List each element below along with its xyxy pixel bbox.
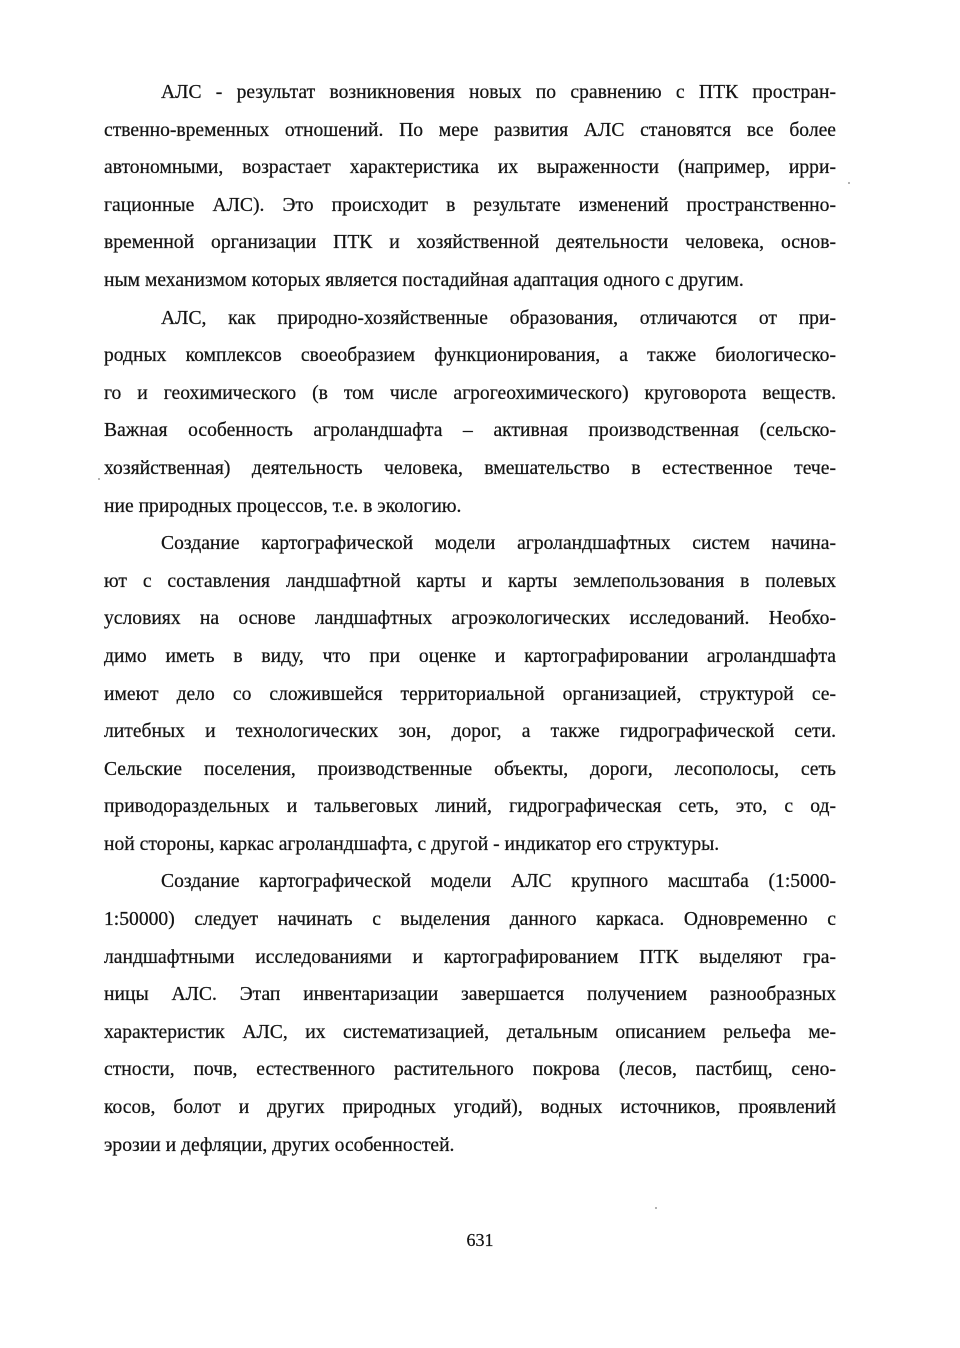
text-line: ной стороны, каркас агроландшафта, с другой - индикатор его структуры. <box>104 833 720 855</box>
text-line: Создание картографической модели агроландшафтных систем начина- <box>161 533 836 555</box>
text-line: ют с составления ландшафтной карты и карты землепользования в полевых <box>104 570 836 592</box>
text-line: АЛС - результат возникновения новых по сравнению с ПТК простран- <box>161 82 836 103</box>
text-line: Важная особенность агроландшафта – активная производственная (сельско- <box>104 420 836 442</box>
text-line: ландшафтными исследованиями и картографированием ПТК выделяют гра- <box>104 946 836 968</box>
text-line: условиях на основе ландшафтных агроэкологических исследований. Необхо- <box>104 608 836 630</box>
text-line: ницы АЛС. Этап инвентаризации завершается получением разнообразных <box>104 984 836 1006</box>
text-line: Создание картографической модели АЛС крупного масштаба (1:5000- <box>161 871 836 893</box>
text-line: косов, болот и других природных угодий), водных источников, проявлений <box>104 1097 836 1119</box>
scan-speck <box>98 478 100 480</box>
text-line: приводораздельных и тальвеговых линий, гидрографическая сеть, это, с од- <box>104 796 836 818</box>
text-line: ственно-временных отношений. По мере развития АЛС становятся все более <box>104 119 836 141</box>
text-line: АЛС, как природно-хозяйственные образования, отличаются от при- <box>161 307 836 329</box>
text-line: го и геохимического (в том числе агрогеохимического) круговорота веществ. <box>104 382 836 404</box>
text-line: эрозии и дефляции, других особенностей. <box>104 1134 455 1156</box>
text-line: характеристик АЛС, их систематизацией, детальным описанием рельефа ме- <box>104 1021 836 1043</box>
paragraph-3 <box>104 525 836 863</box>
text-line: литебных и технологических зон, дорог, а также гидрографической сети. <box>104 721 836 743</box>
text-line: автономными, возрастает характеристика их выраженности (например, ирри- <box>104 157 836 179</box>
text-line: родных комплексов своеобразием функционирования, а также биологическо- <box>104 345 836 367</box>
text-line: имеют дело со сложившейся территориальной организацией, структурой се- <box>104 683 836 705</box>
text-line: Сельские поселения, производственные объекты, дороги, лесополосы, сеть <box>104 758 836 780</box>
text-line: хозяйственная) деятельность человека, вмешательство в естественное тече- <box>104 457 836 479</box>
scan-speck <box>848 182 850 184</box>
text-line: ние природных процессов, т.е. в экологию. <box>104 495 462 517</box>
text-line: ным механизмом которых является постадийная адаптация одного с другим. <box>104 269 744 291</box>
document-body <box>104 74 836 1164</box>
text-line: стности, почв, естественного растительного покрова (лесов, пастбищ, сено- <box>104 1059 836 1081</box>
text-line: 1:50000) следует начинать с выделения данного каркаса. Одновременно с <box>104 909 836 931</box>
text-line: димо иметь в виду, что при оценке и картографировании агроландшафта <box>104 645 836 667</box>
page-number: 631 <box>466 1230 494 1250</box>
paragraph-1 <box>104 74 836 300</box>
scan-speck <box>655 1207 657 1209</box>
text-line: временной организации ПТК и хозяйственной деятельности человека, основ- <box>104 232 836 254</box>
text-line: гационные АЛС). Это происходит в результате изменений пространственно- <box>104 194 836 216</box>
paragraph-2 <box>104 300 836 526</box>
paragraph-4 <box>104 863 836 1164</box>
